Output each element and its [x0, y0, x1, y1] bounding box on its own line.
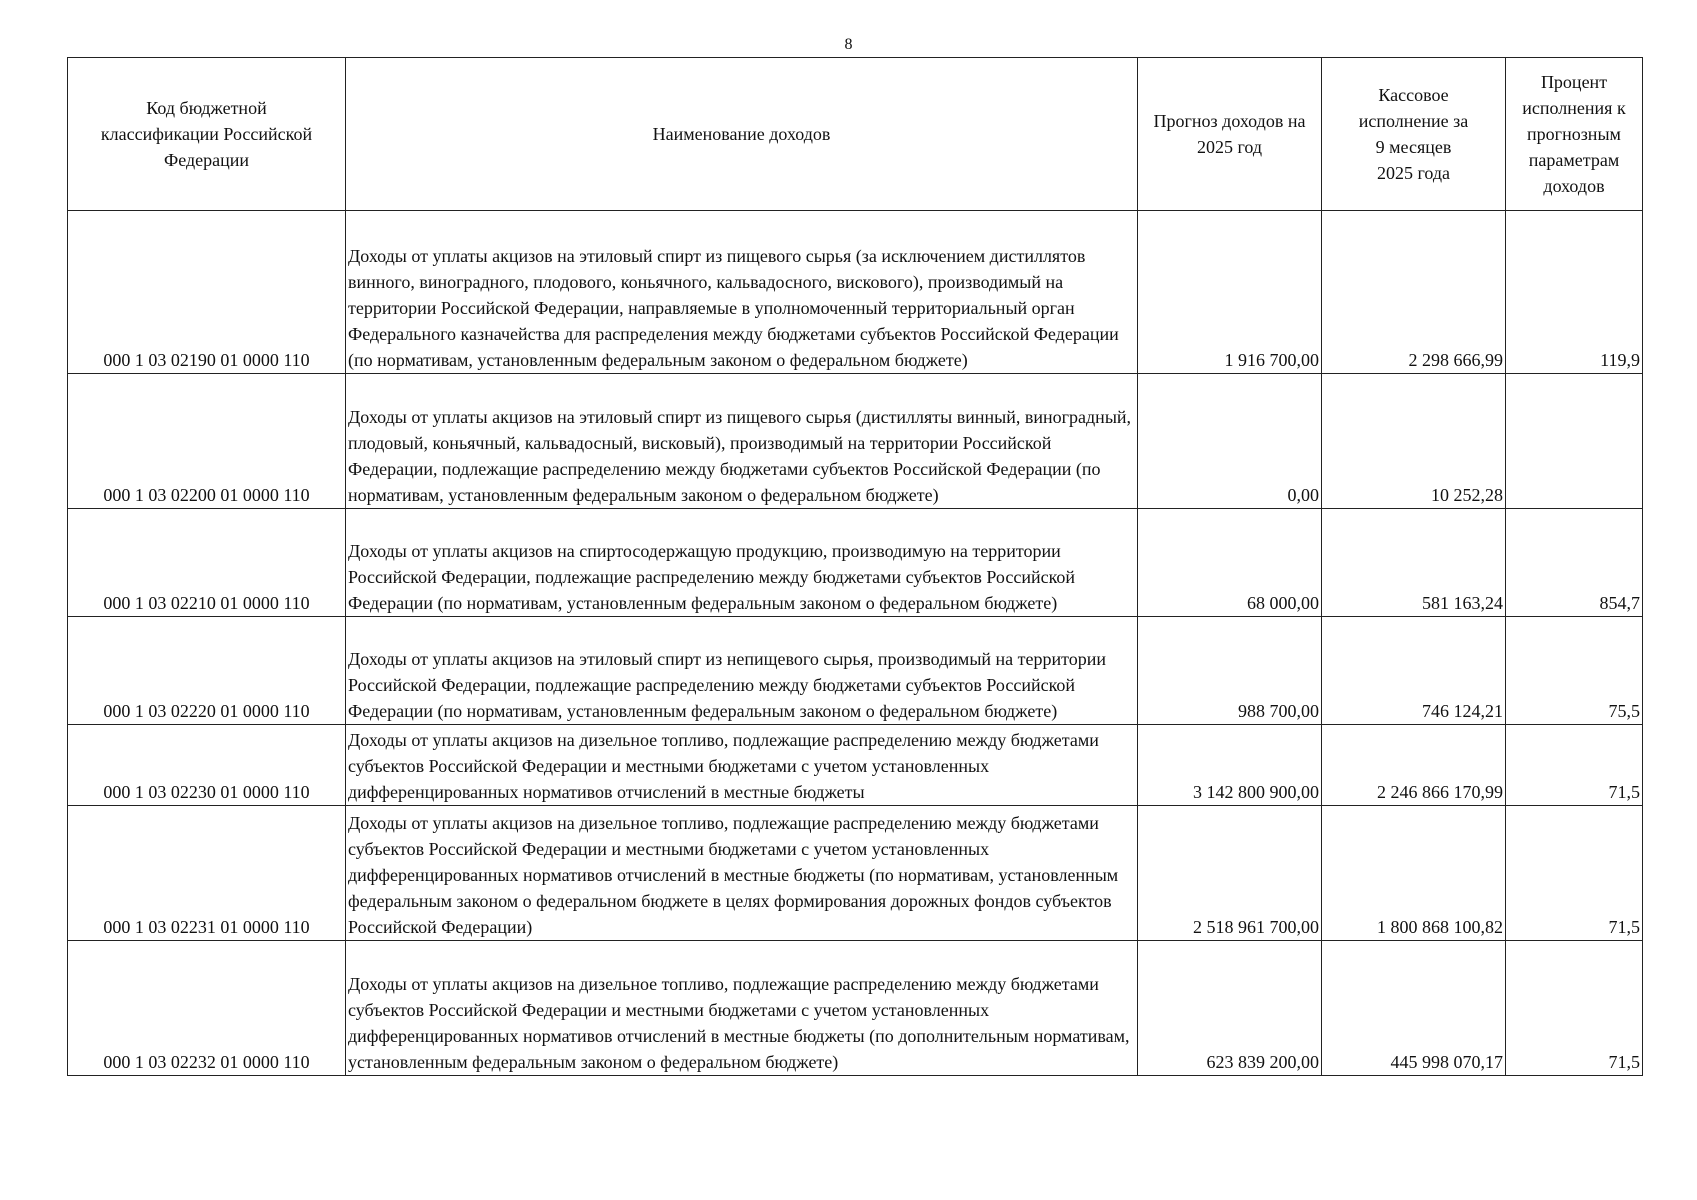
row-percent: 854,7	[1506, 509, 1643, 617]
row-forecast: 623 839 200,00	[1138, 941, 1322, 1076]
row-name: Доходы от уплаты акцизов на этиловый спирт из непищевого сырья, производимый на территории Российской Федерации, подлежащие распределению между бюджетами субъектов Российской Федерации (по нормативам, установленным федеральным законом о федеральном бюджете)	[346, 617, 1138, 725]
page-number: 8	[844, 36, 853, 53]
row-cash: 10 252,28	[1322, 374, 1506, 509]
header-cash: Кассовое исполнение за 9 месяцев 2025 года	[1322, 58, 1506, 211]
row-code: 000 1 03 02210 01 0000 110	[68, 509, 346, 617]
table-row	[68, 374, 1643, 509]
table-row	[68, 941, 1643, 1076]
row-percent: 119,9	[1506, 211, 1643, 374]
row-code: 000 1 03 02220 01 0000 110	[68, 617, 346, 725]
row-cash: 2 246 866 170,99	[1322, 725, 1506, 806]
row-name: Доходы от уплаты акцизов на дизельное топливо, подлежащие распределению между бюджетами субъектов Российской Федерации и местными бюджетами с учетом установленных дифференцированных нормативов отчислений в местные бюджеты	[346, 725, 1138, 806]
row-forecast: 3 142 800 900,00	[1138, 725, 1322, 806]
row-forecast: 988 700,00	[1138, 617, 1322, 725]
row-code: 000 1 03 02232 01 0000 110	[68, 941, 346, 1076]
row-code: 000 1 03 02190 01 0000 110	[68, 211, 346, 374]
table-row	[68, 806, 1643, 941]
row-cash: 445 998 070,17	[1322, 941, 1506, 1076]
row-code: 000 1 03 02200 01 0000 110	[68, 374, 346, 509]
row-percent: 71,5	[1506, 725, 1643, 806]
table-row	[68, 617, 1643, 725]
row-percent: 71,5	[1506, 941, 1643, 1076]
row-code: 000 1 03 02231 01 0000 110	[68, 806, 346, 941]
row-percent: 75,5	[1506, 617, 1643, 725]
row-forecast: 0,00	[1138, 374, 1322, 509]
row-code: 000 1 03 02230 01 0000 110	[68, 725, 346, 806]
row-cash: 581 163,24	[1322, 509, 1506, 617]
row-percent	[1506, 374, 1643, 509]
row-cash: 1 800 868 100,82	[1322, 806, 1506, 941]
row-name: Доходы от уплаты акцизов на этиловый спирт из пищевого сырья (за исключением дистиллятов винного, виноградного, плодового, коньячного, кальвадосного, вискового), производимый на территории Российской Федерации, направляемые в уполномоченный территориальный орган Федерального казначейства для распределения между бюджетами субъектов Российской Федерации (по нормативам, установленным федеральным законом о федеральном бюджете)	[346, 211, 1138, 374]
header-percent: Процент исполнения к прогнозным параметрам доходов	[1506, 58, 1643, 211]
row-name: Доходы от уплаты акцизов на этиловый спирт из пищевого сырья (дистилляты винный, виноградный, плодовый, коньячный, кальвадосный, висковый), производимый на территории Российской Федерации, подлежащие распределению между бюджетами субъектов Российской Федерации (по нормативам, установленным федеральным законом о федеральном бюджете)	[346, 374, 1138, 509]
row-cash: 746 124,21	[1322, 617, 1506, 725]
table-header-row	[68, 58, 1643, 211]
header-name: Наименование доходов	[346, 58, 1138, 211]
table-row	[68, 211, 1643, 374]
table-row	[68, 725, 1643, 806]
row-forecast: 2 518 961 700,00	[1138, 806, 1322, 941]
row-percent: 71,5	[1506, 806, 1643, 941]
budget-revenue-table	[67, 57, 1643, 1076]
row-forecast: 68 000,00	[1138, 509, 1322, 617]
row-name: Доходы от уплаты акцизов на спиртосодержащую продукцию, производимую на территории Российской Федерации, подлежащие распределению между бюджетами субъектов Российской Федерации (по нормативам, установленным федеральным законом о федеральном бюджете)	[346, 509, 1138, 617]
row-name: Доходы от уплаты акцизов на дизельное топливо, подлежащие распределению между бюджетами субъектов Российской Федерации и местными бюджетами с учетом установленных дифференцированных нормативов отчислений в местные бюджеты (по нормативам, установленным федеральным законом о федеральном бюджете в целях формирования дорожных фондов субъектов Российской Федерации)	[346, 806, 1138, 941]
header-code: Код бюджетной классификации Российской Федерации	[68, 58, 346, 211]
row-cash: 2 298 666,99	[1322, 211, 1506, 374]
row-name: Доходы от уплаты акцизов на дизельное топливо, подлежащие распределению между бюджетами субъектов Российской Федерации и местными бюджетами с учетом установленных дифференцированных нормативов отчислений в местные бюджеты (по дополнительным нормативам, установленным федеральным законом о федеральном бюджете)	[346, 941, 1138, 1076]
table-row	[68, 509, 1643, 617]
header-forecast: Прогноз доходов на 2025 год	[1138, 58, 1322, 211]
row-forecast: 1 916 700,00	[1138, 211, 1322, 374]
